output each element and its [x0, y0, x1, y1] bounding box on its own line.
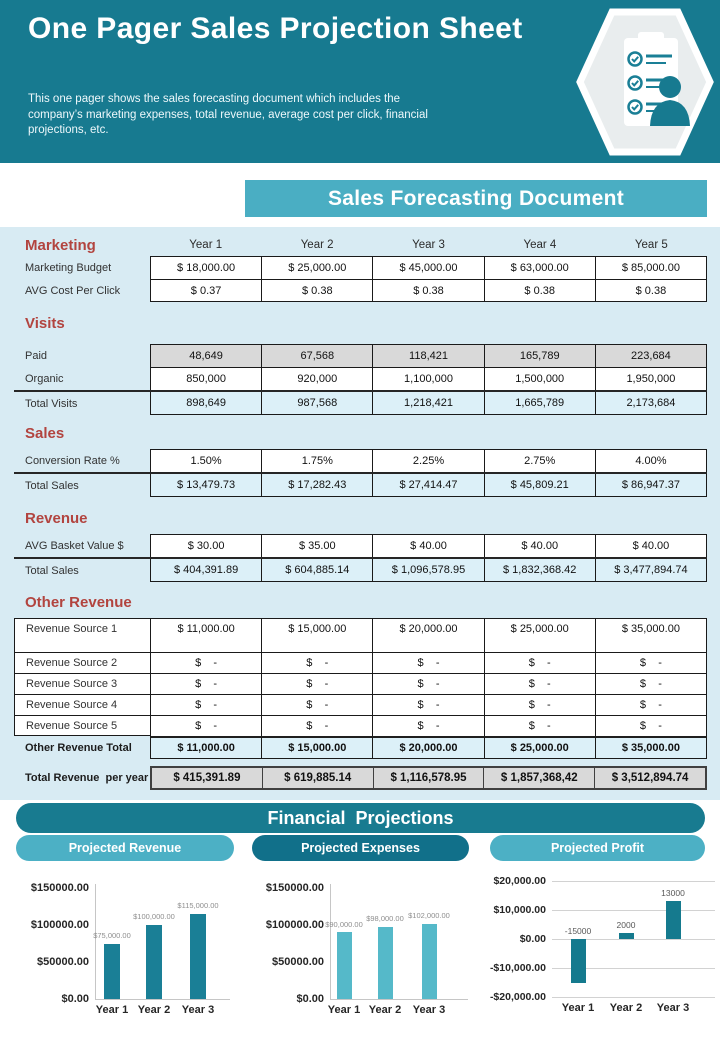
header-banner — [0, 0, 720, 163]
table-cell: $ 63,000.00 — [485, 256, 596, 279]
table-cell: 1,100,000 — [373, 367, 484, 390]
x-tick-label: Year 3 — [181, 1004, 215, 1016]
table-cell: $ 1,857,368,42 — [484, 768, 595, 788]
x-tick-label: Year 2 — [137, 1004, 171, 1016]
table-row-total — [14, 390, 707, 415]
table-cell: $ 30.00 — [151, 534, 262, 557]
table-cell: $ 0.38 — [596, 279, 707, 302]
table-cell: $ - — [151, 652, 262, 673]
table-cell: 67,568 — [262, 344, 373, 367]
section-title-revenue: Revenue — [25, 510, 88, 527]
table-cell: 898,649 — [151, 392, 262, 415]
page-subtitle: This one pager shows the sales forecasting document which includes the company’s marketing expenses, total revenue, average cost per click, financial projections, etc. — [28, 93, 428, 137]
table-cell: $ 25,000.00 — [485, 618, 596, 652]
clipboard-checklist-icon — [576, 6, 714, 163]
table-cell: $ - — [596, 715, 707, 736]
year-header: Year 3 — [412, 239, 445, 251]
table-cell: $ - — [262, 652, 373, 673]
table-cell: $ 40.00 — [373, 534, 484, 557]
table-cell: 987,568 — [262, 392, 373, 415]
table-cell: $ 604,885.14 — [262, 559, 373, 582]
table-cell: 1,218,421 — [373, 392, 484, 415]
x-axis-line — [330, 999, 468, 1000]
bar — [146, 925, 162, 999]
visits-section — [14, 344, 707, 415]
bar-value-label: $100,000.00 — [133, 912, 175, 922]
bar-value-label: $98,000.00 — [366, 913, 404, 923]
table-cell: $ 15,000.00 — [262, 736, 373, 759]
table-row — [14, 652, 707, 673]
table-row — [14, 694, 707, 715]
bar — [422, 924, 437, 1000]
table-cell: $ 20,000.00 — [373, 618, 484, 652]
row-label: AVG Basket Value $ — [25, 539, 124, 552]
sales-section — [14, 449, 707, 497]
table-cell: $ - — [373, 652, 484, 673]
table-cell: $ 0.38 — [485, 279, 596, 302]
chart-title-projected-profit: Projected Profit — [490, 835, 705, 861]
table-cell: 118,421 — [373, 344, 484, 367]
bar-value-label: $75,000.00 — [93, 930, 131, 940]
projected-profit-chart — [487, 860, 719, 1020]
y-tick-label: $10,000.00 — [493, 904, 546, 916]
y-tick-label: $150000.00 — [30, 882, 89, 894]
year-header: Year 4 — [523, 239, 557, 251]
table-cell: 4.00% — [596, 449, 707, 472]
bar-value-label: $115,000.00 — [177, 901, 219, 911]
table-cell: $ - — [373, 694, 484, 715]
table-row — [14, 256, 707, 279]
table-cell: $ 11,000.00 — [151, 618, 262, 652]
table-row-total — [14, 736, 707, 759]
x-tick-label: Year 3 — [412, 1004, 446, 1016]
y-tick-label: $0.00 — [61, 993, 89, 1005]
table-row-grand-total — [14, 766, 707, 790]
year-header: Year 5 — [634, 239, 668, 251]
y-tick-label: $150000.00 — [265, 882, 324, 894]
chart-title-projected-expenses: Projected Expenses — [252, 835, 469, 861]
financial-projections-banner: Financial Projections — [16, 803, 705, 833]
table-cell: 165,789 — [485, 344, 596, 367]
row-label: Paid — [25, 349, 48, 362]
row-label: Total Revenue per year — [25, 772, 149, 784]
x-axis-line — [95, 999, 230, 1000]
table-cell: 2,173,684 — [596, 392, 707, 415]
table-cell: $ - — [596, 652, 707, 673]
table-cell: $ 35,000.00 — [596, 736, 707, 759]
table-cell: $ 45,809.21 — [485, 474, 596, 497]
section-title-sales: Sales — [25, 425, 65, 442]
table-cell: $ - — [151, 673, 262, 694]
table-cell: $ - — [262, 715, 373, 736]
bar — [666, 901, 681, 939]
row-label: Total Sales — [25, 564, 79, 577]
projected-revenue-chart — [15, 872, 247, 1032]
table-row — [14, 618, 707, 652]
bar — [571, 939, 586, 983]
row-label: Organic — [25, 372, 64, 385]
table-cell: $ - — [596, 673, 707, 694]
table-cell: $ 3,477,894.74 — [596, 559, 707, 582]
table-cell: $ 415,391.89 — [152, 768, 263, 788]
row-label: Revenue Source 2 — [14, 652, 150, 673]
bar — [619, 933, 634, 939]
bar — [104, 944, 120, 1000]
table-row — [14, 534, 707, 557]
table-cell: 223,684 — [596, 344, 707, 367]
table-cell: $ - — [485, 694, 596, 715]
section-title-marketing: Marketing — [25, 236, 96, 254]
y-tick-label: -$20,000.00 — [489, 991, 546, 1003]
row-label: Marketing Budget — [25, 261, 112, 274]
year-header: Year 1 — [189, 239, 223, 251]
x-tick-label: Year 2 — [609, 1002, 643, 1014]
table-cell: 1.75% — [262, 449, 373, 472]
bar — [378, 927, 393, 1000]
table-cell: $ - — [373, 715, 484, 736]
bar — [190, 914, 206, 999]
table-cell: $ 15,000.00 — [262, 618, 373, 652]
x-tick-label: Year 1 — [95, 1004, 129, 1016]
y-tick-label: $0.00 — [296, 993, 324, 1005]
table-cell: $ - — [485, 652, 596, 673]
bar-value-label: 13000 — [661, 888, 685, 899]
table-cell: $ 1,832,368.42 — [485, 559, 596, 582]
year-header-row — [14, 234, 707, 256]
row-label: Conversion Rate % — [25, 454, 120, 467]
x-tick-label: Year 3 — [656, 1002, 690, 1014]
table-cell: $ 35.00 — [262, 534, 373, 557]
section-title-other-revenue: Other Revenue — [25, 594, 132, 611]
row-label: Revenue Source 1 — [14, 618, 150, 652]
table-cell: $ 40.00 — [485, 534, 596, 557]
table-cell: $ - — [373, 673, 484, 694]
table-row — [14, 367, 707, 390]
bar-value-label: $90,000.00 — [325, 919, 363, 929]
row-label: Total Visits — [25, 397, 78, 410]
table-cell: $ 3,512,894.74 — [595, 768, 705, 788]
y-axis-line — [95, 884, 96, 999]
y-axis-line — [330, 884, 331, 999]
table-cell: $ 1,096,578.95 — [373, 559, 484, 582]
other-revenue-section — [14, 618, 707, 759]
projected-expenses-chart — [253, 872, 485, 1032]
marketing-section — [14, 234, 707, 302]
table-cell: 920,000 — [262, 367, 373, 390]
total-revenue-section — [14, 766, 707, 790]
table-row — [14, 344, 707, 367]
table-cell: $ - — [485, 673, 596, 694]
table-row-total — [14, 557, 707, 582]
row-label: AVG Cost Per Click — [25, 284, 121, 297]
y-tick-label: $50000.00 — [272, 956, 324, 968]
section-title-visits: Visits — [25, 315, 65, 332]
table-cell: $ 86,947.37 — [596, 474, 707, 497]
table-cell: $ 0.38 — [373, 279, 484, 302]
revenue-section — [14, 534, 707, 582]
table-cell: $ 27,414.47 — [373, 474, 484, 497]
table-cell: $ - — [262, 694, 373, 715]
y-tick-label: $0.00 — [519, 933, 546, 945]
table-row — [14, 673, 707, 694]
table-cell: $ - — [485, 715, 596, 736]
y-tick-label: $20,000.00 — [493, 875, 546, 887]
x-tick-label: Year 1 — [561, 1002, 595, 1014]
table-cell: $ - — [596, 694, 707, 715]
section-banner: Sales Forecasting Document — [245, 180, 707, 217]
table-row-total — [14, 472, 707, 497]
table-cell: $ 18,000.00 — [151, 256, 262, 279]
gridline — [552, 910, 715, 911]
table-cell: 1.50% — [151, 449, 262, 472]
chart-title-projected-revenue: Projected Revenue — [16, 835, 234, 861]
row-label: Revenue Source 3 — [14, 673, 150, 694]
table-cell: 1,950,000 — [596, 367, 707, 390]
table-cell: 48,649 — [151, 344, 262, 367]
row-label: Other Revenue Total — [25, 741, 132, 754]
table-cell: 1,665,789 — [485, 392, 596, 415]
table-cell: $ 45,000.00 — [373, 256, 484, 279]
table-cell: $ 13,479.73 — [151, 474, 262, 497]
table-cell: $ 404,391.89 — [151, 559, 262, 582]
gridline — [552, 881, 715, 882]
x-tick-label: Year 2 — [368, 1004, 402, 1016]
table-cell: 1,500,000 — [485, 367, 596, 390]
y-tick-label: -$10,000.00 — [489, 962, 546, 974]
table-row — [14, 715, 707, 736]
table-cell: $ - — [151, 715, 262, 736]
table-cell: 850,000 — [151, 367, 262, 390]
page-title: One Pager Sales Projection Sheet — [28, 12, 523, 45]
table-cell: $ - — [151, 694, 262, 715]
table-row — [14, 449, 707, 472]
bar — [337, 932, 352, 999]
table-cell: $ 1,116,578.95 — [374, 768, 485, 788]
table-cell: 2.75% — [485, 449, 596, 472]
row-label: Revenue Source 4 — [14, 694, 150, 715]
table-cell: $ 40.00 — [596, 534, 707, 557]
table-cell: $ 85,000.00 — [596, 256, 707, 279]
bar-value-label: -15000 — [564, 926, 592, 936]
bar-value-label: $102,000.00 — [408, 910, 450, 920]
x-tick-label: Year 1 — [327, 1004, 361, 1016]
table-cell: $ 35,000.00 — [596, 618, 707, 652]
y-tick-label: $100000.00 — [265, 919, 324, 931]
table-cell: $ 20,000.00 — [373, 736, 484, 759]
year-header: Year 2 — [300, 239, 334, 251]
table-cell: $ 0.37 — [151, 279, 262, 302]
table-cell: $ 0.38 — [262, 279, 373, 302]
table-cell: $ 619,885.14 — [263, 768, 374, 788]
row-label: Revenue Source 5 — [14, 715, 150, 736]
table-cell: $ 17,282.43 — [262, 474, 373, 497]
y-tick-label: $50000.00 — [37, 956, 89, 968]
y-tick-label: $100000.00 — [30, 919, 89, 931]
table-cell: $ - — [262, 673, 373, 694]
gridline — [552, 997, 715, 998]
table-cell: $ 11,000.00 — [151, 736, 262, 759]
row-label: Total Sales — [25, 479, 79, 492]
table-row — [14, 279, 707, 302]
table-cell: $ 25,000.00 — [262, 256, 373, 279]
table-cell: 2.25% — [373, 449, 484, 472]
table-cell: $ 25,000.00 — [485, 736, 596, 759]
bar-value-label: 2000 — [616, 920, 636, 931]
